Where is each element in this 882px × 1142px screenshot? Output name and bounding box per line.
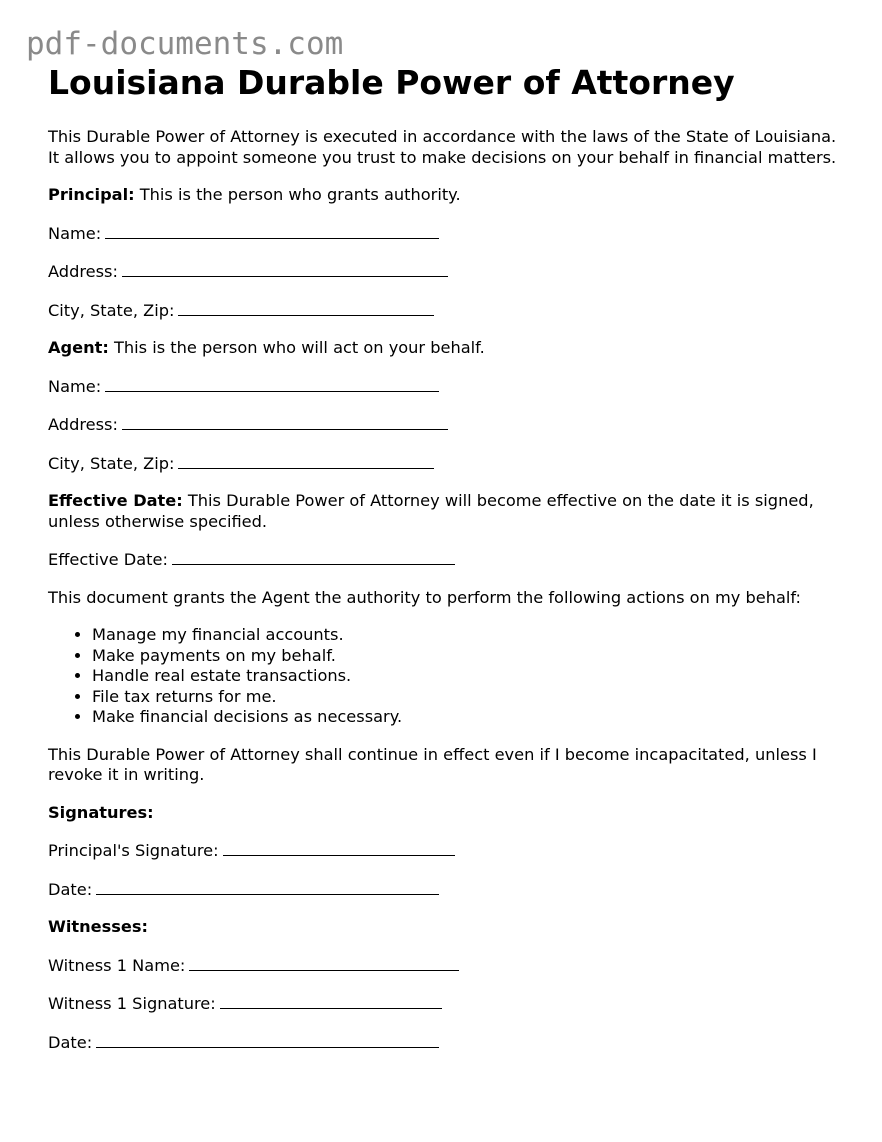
agent-city-field[interactable]: [48, 453, 838, 475]
effective-date-blank[interactable]: [172, 549, 455, 565]
document-page: [48, 62, 838, 1053]
effective-date-description: This Durable Power of Attorney will become effective on the date it is signed, unless otherwise specified.: [48, 491, 814, 531]
principal-name-label: Name:: [48, 223, 102, 243]
intro-paragraph: This Durable Power of Attorney is executed in accordance with the laws of the State of Louisiana. It allows you to appoint someone you trust to make decisions on your behalf in financial matters.: [48, 127, 837, 167]
principal-signature-field[interactable]: [48, 840, 838, 862]
list-item: • Manage my financial accounts.: [92, 625, 838, 646]
agent-address-label: Address:: [48, 415, 118, 434]
effective-date-field[interactable]: [48, 549, 838, 571]
witness-date-field[interactable]: [48, 1032, 838, 1054]
witness-date-blank[interactable]: [96, 1032, 439, 1048]
principal-signature-label: Principal's Signature:: [48, 841, 219, 860]
principal-signature-blank[interactable]: [223, 840, 455, 856]
document-title: Louisiana Durable Power of Attorney: [48, 63, 735, 102]
principal-address-blank[interactable]: [122, 261, 448, 277]
list-item: • Handle real estate transactions.: [92, 666, 838, 687]
agent-name-field[interactable]: [48, 376, 838, 398]
agent-address-blank[interactable]: [122, 414, 448, 430]
watermark: pdf-documents.com: [26, 26, 344, 62]
principal-heading: Principal:: [48, 185, 135, 204]
authority-list: [48, 625, 838, 728]
authority-intro: This document grants the Agent the authority to perform the following actions on my behalf:: [48, 587, 801, 607]
principal-city-label: City, State, Zip:: [48, 300, 175, 320]
agent-address-field[interactable]: [48, 414, 838, 436]
agent-city-blank[interactable]: [178, 453, 434, 469]
agent-heading: Agent:: [48, 338, 109, 357]
principal-address-field[interactable]: [48, 261, 838, 283]
witness1-name-field[interactable]: [48, 955, 838, 977]
witness1-signature-field[interactable]: [48, 993, 838, 1015]
witness1-signature-blank[interactable]: [220, 993, 442, 1009]
principal-name-field[interactable]: [48, 223, 838, 245]
witness1-signature-label: Witness 1 Signature:: [48, 994, 216, 1013]
signature-date-label: Date:: [48, 879, 93, 899]
agent-name-label: Name:: [48, 376, 102, 396]
list-item: • Make financial decisions as necessary.: [92, 707, 838, 728]
principal-section-heading: [48, 185, 838, 206]
witnesses-heading: Witnesses:: [48, 917, 149, 936]
witnesses-section: [48, 917, 838, 938]
principal-name-blank[interactable]: [105, 223, 439, 239]
witness-date-label: Date:: [48, 1032, 93, 1052]
effective-date-section: [48, 491, 838, 532]
continuation-paragraph: This Durable Power of Attorney shall continue in effect even if I become incapacitated, unless I revoke it in writing.: [48, 744, 817, 784]
principal-description: This is the person who grants authority.: [139, 185, 461, 204]
witness1-name-label: Witness 1 Name:: [48, 955, 186, 975]
effective-date-label: Effective Date:: [48, 550, 168, 569]
witness1-name-blank[interactable]: [189, 955, 459, 971]
list-item: • Make payments on my behalf.: [92, 646, 838, 667]
signature-date-blank[interactable]: [96, 879, 439, 895]
agent-section-heading: [48, 338, 838, 359]
signatures-heading: Signatures:: [48, 802, 154, 822]
principal-city-blank[interactable]: [178, 300, 434, 316]
agent-description: This is the person who will act on your behalf.: [114, 338, 485, 357]
agent-city-label: City, State, Zip:: [48, 453, 175, 473]
agent-name-blank[interactable]: [105, 376, 439, 392]
principal-city-field[interactable]: [48, 300, 838, 322]
signatures-section: [48, 803, 838, 824]
signature-date-field[interactable]: [48, 879, 838, 901]
list-item: • File tax returns for me.: [92, 687, 838, 708]
effective-date-heading: Effective Date:: [48, 491, 183, 510]
principal-address-label: Address:: [48, 262, 118, 281]
